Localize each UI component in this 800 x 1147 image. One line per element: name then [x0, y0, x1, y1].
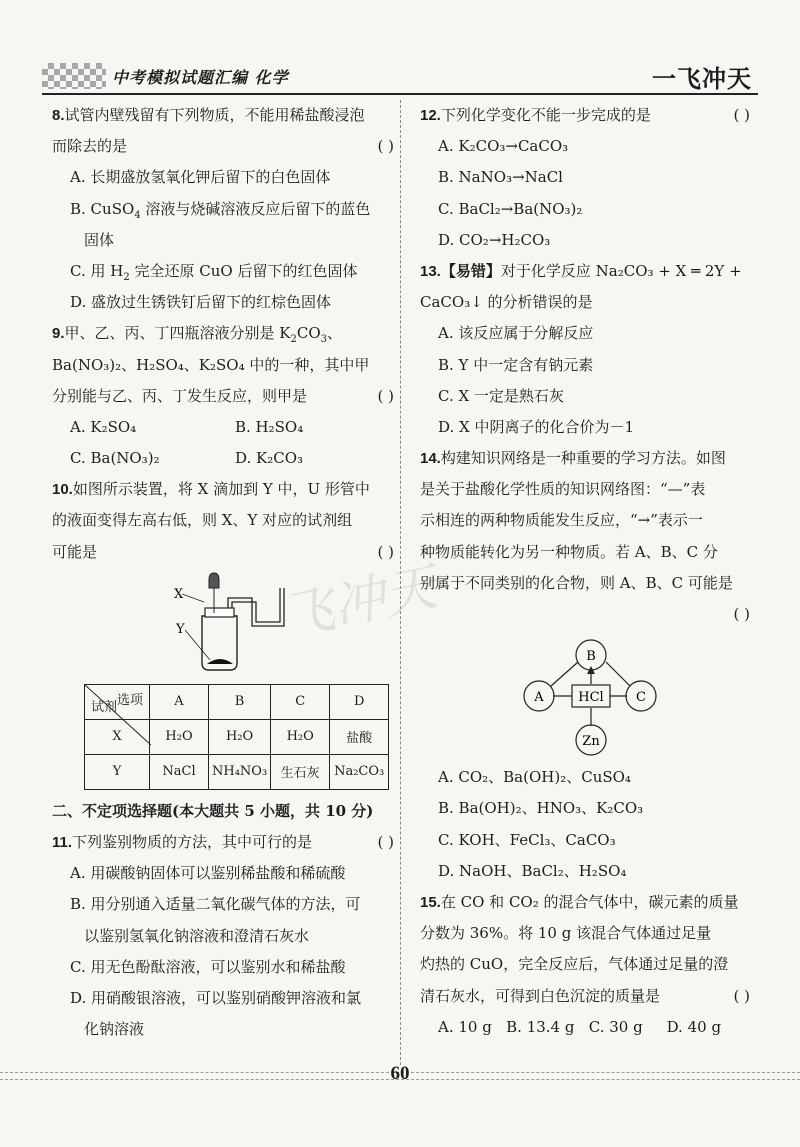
node-a: A: [534, 690, 544, 706]
option-a: A. CO₂、Ba(OH)₂、CuSO₄: [438, 768, 631, 787]
table-cell: H₂O: [271, 719, 330, 754]
option-c: C. BaCl₂→Ba(NO₃)₂: [438, 199, 583, 218]
question-10: 10.如图所示装置，将 X 滴加到 Y 中，U 形管中 的液面变得左高右低，则 X、Y 对应的试剂组 可能是 ( ) X Y 选项 试剂 A B C D X H₂O H₂O H₂O 盐酸 Y NaCl NH₄NO₃ 生石灰 Na₂CO₃: [52, 474, 394, 790]
watermark: 飞冲天: [276, 557, 442, 649]
label-x: X: [174, 586, 184, 602]
label-y: Y: [176, 621, 185, 637]
table-cell: 盐酸: [330, 719, 389, 754]
option-c: C. 用无色酚酞溶液，可以鉴别水和稀盐酸: [70, 957, 346, 976]
option-a: A. 长期盛放氢氧化钾后留下的白色固体: [70, 168, 331, 187]
question-text: 别属于不同类别的化合物，则 A、B、C 可能是: [420, 573, 733, 592]
option-a: A. 用碳酸钠固体可以鉴别稀盐酸和稀硫酸: [70, 864, 346, 883]
question-text: 种物质能转化为另一种物质。若 A、B、C 分: [420, 542, 718, 561]
option-c: C. 用 $H_2$ 完全还原 CuO 后留下的红色固体: [70, 261, 358, 283]
question-text: 清石灰水，可得到白色沉淀的质量是: [420, 986, 661, 1005]
option-c: C. KOH、FeCl₃、CaCO₃: [438, 830, 616, 849]
row-label: Y: [85, 754, 150, 789]
answer-paren: ( ): [377, 137, 394, 156]
question-number: 11.: [52, 834, 73, 851]
answer-paren: ( ): [377, 833, 394, 851]
table-row: [85, 754, 389, 789]
col-header: C: [271, 684, 330, 719]
question-8: [52, 100, 394, 318]
section-heading: 二、不定项选择题(本大题共 5 小题，共 10 分): [52, 801, 374, 820]
header-title: 中考模拟试题汇编 化学: [112, 68, 289, 87]
reagent-table: [84, 684, 389, 790]
option-b: B. 用分别通入适量二氧化碳气体的方法，可: [70, 895, 361, 914]
question-text: Ba(NO₃)₂、H₂SO₄、K₂SO₄ 中的一种，其中甲: [52, 355, 370, 374]
question-9: 9.甲、乙、丙、丁四瓶溶液分别是 $K_2CO_3$、 Ba(NO₃)₂、H₂SO₄、K₂SO₄ 中的一种，其中甲 分别能与乙、丙、丁发生反应，则甲是 ( ) A. K₂SO₄ B. H₂SO₄ C. Ba(NO₃)₂ D. K₂CO₃: [52, 318, 394, 474]
row-label: X: [85, 719, 150, 754]
question-number: 15.: [420, 893, 441, 911]
node-hcl: HCl: [578, 690, 604, 706]
question-number: 14.: [420, 450, 441, 468]
header-rule: [42, 93, 758, 95]
node-zn: Zn: [582, 734, 600, 750]
option-c: C. Ba(NO₃)₂: [70, 449, 160, 468]
question-text: 而除去的是: [52, 137, 128, 156]
table-cell: 生石灰: [271, 754, 330, 789]
table-cell: NaCl: [150, 754, 209, 789]
option-a: A. 10 g: [438, 1017, 492, 1036]
answer-paren: ( ): [733, 605, 750, 623]
table-cell: NH₄NO₃: [209, 754, 271, 789]
question-number: 12.: [420, 107, 441, 124]
question-11: 11.下列鉴别物质的方法，其中可行的是 ( ) A. 用碳酸钠固体可以鉴别稀盐酸和稀硫酸 B. 用分别通入适量二氧化碳气体的方法，可 以鉴别氢氧化钠溶液和澄清石灰水 C. 用无色酚酞溶液，可以鉴别水和稀盐酸 D. 用硝酸银溶液，可以鉴别硝酸钾溶液和氯 化钠溶液: [52, 827, 394, 1045]
option-d: D. X 中阴离子的化合价为－1: [438, 417, 635, 436]
node-c: C: [636, 690, 646, 706]
question-14: 14.构建知识网络是一种重要的学习方法。如图 是关于盐酸化学性质的知识网络图：“—”表 示相连的两种物质能发生反应，“→”表示一 种物质能转化为另一种物质。若 A、B、C 分 别属于不同类别的化合物，则 A、B、C 可能是 ( ) A B C HCl Zn A. CO₂、Ba(OH)₂、CuSO₄ B. Ba(OH)₂、HNO₃、K₂CO₃ C. KOH、FeCl₃、CaCO₃ D. NaOH、BaCl₂、H₂SO₄: [420, 443, 750, 887]
options-row: [420, 1012, 750, 1043]
knowledge-network-diagram: [420, 630, 750, 762]
tag-error-prone: 【易错】: [440, 261, 501, 280]
option-b: B. 13.4 g: [506, 1017, 575, 1036]
option-a: A. 该反应属于分解反应: [438, 324, 594, 343]
option-b: B. NaNO₃→NaCl: [438, 168, 563, 187]
page-number: 60: [390, 1063, 410, 1084]
network-drawing: [420, 630, 750, 762]
option-d: D. 用硝酸银溶液，可以鉴别硝酸钾溶液和氯: [70, 988, 362, 1007]
answer-paren: ( ): [733, 106, 750, 124]
header-checker-decoration: [42, 63, 106, 89]
answer-paren: ( ): [377, 542, 394, 561]
question-text: 可能是: [52, 542, 98, 561]
table-cell: H₂O: [150, 719, 209, 754]
node-b: B: [586, 649, 596, 665]
option-a: A. K₂SO₄: [70, 417, 137, 436]
question-text: 灼热的 CuO，完全反应后，气体通过足量的澄: [420, 955, 729, 974]
question-number: 9.: [52, 325, 65, 343]
table-header-diagonal: 选项 试剂: [85, 684, 150, 719]
question-text: 的液面变得左高右低，则 X、Y 对应的试剂组: [52, 511, 353, 530]
table-cell: H₂O: [209, 719, 271, 754]
page-header: [0, 55, 800, 95]
apparatus-drawing: [52, 568, 394, 678]
question-number: 8.: [52, 107, 65, 124]
col-header: A: [150, 684, 209, 719]
option-a: A. K₂CO₃→CaCO₃: [438, 137, 569, 156]
option-d: D. NaOH、BaCl₂、H₂SO₄: [438, 861, 627, 880]
answer-paren: ( ): [377, 386, 394, 405]
question-15: 15.在 CO 和 CO₂ 的混合气体中，碳元素的质量 分数为 36%。将 10 g 该混合气体通过足量 灼热的 CuO，完全反应后，气体通过足量的澄 清石灰水，可得到白色沉淀的质量是 ( ) A. 10 g B. 13.4 g C. 30 g D. 40 g: [420, 887, 750, 1043]
option-d-continued: 化钠溶液: [84, 1020, 145, 1039]
col-header: D: [330, 684, 389, 719]
table-cell: Na₂CO₃: [330, 754, 389, 789]
option-b-continued: 固体: [84, 230, 115, 249]
question-text: CaCO₃↓ 的分析错误的是: [420, 293, 593, 312]
option-b-continued: 以鉴别氢氧化钠溶液和澄清石灰水: [84, 926, 310, 945]
option-c: C. 30 g: [588, 1017, 643, 1036]
question-number: 13.: [420, 262, 441, 280]
left-column: [52, 100, 394, 1045]
header-brand: 一飞冲天: [652, 64, 752, 93]
option-d: D. CO₂→H₂CO₃: [438, 230, 551, 249]
col-header: B: [209, 684, 271, 719]
question-text: 分别能与乙、丙、丁发生反应，则甲是: [52, 386, 308, 405]
option-d: D. 盛放过生锈铁钉后留下的红棕色固体: [70, 293, 332, 312]
question-text: 示相连的两种物质能发生反应，“→”表示一: [420, 511, 703, 530]
option-b: B. CuSO$_4$ 溶液与烧碱溶液反应后留下的蓝色: [70, 199, 371, 221]
question-number: 10.: [52, 481, 73, 499]
option-b: B. Y 中一定含有钠元素: [438, 355, 594, 374]
column-divider: [400, 100, 401, 1065]
right-column: [420, 100, 750, 1043]
question-text: 分数为 36%。将 10 g 该混合气体通过足量: [420, 924, 712, 943]
question-12: 12.下列化学变化不能一步完成的是 ( ) A. K₂CO₃→CaCO₃ B. NaNO₃→NaCl C. BaCl₂→Ba(NO₃)₂ D. CO₂→H₂CO₃: [420, 100, 750, 256]
apparatus-figure: [52, 568, 394, 678]
option-b: B. Ba(OH)₂、HNO₃、K₂CO₃: [438, 799, 644, 818]
question-13: 13.【易错】对于化学反应 Na₂CO₃ + X ═ 2Y + CaCO₃↓ 的分析错误的是 A. 该反应属于分解反应 B. Y 中一定含有钠元素 C. X 一定是熟石灰 D. X 中阴离子的化合价为－1: [420, 256, 750, 443]
option-c: C. X 一定是熟石灰: [438, 386, 564, 405]
question-text: 试管内壁残留有下列物质，不能用稀盐酸浸泡: [64, 106, 365, 124]
option-b: B. H₂SO₄: [235, 417, 304, 436]
answer-paren: ( ): [733, 986, 750, 1005]
option-d: D. 40 g: [666, 1017, 722, 1036]
option-d: D. K₂CO₃: [235, 449, 304, 468]
question-text: 是关于盐酸化学性质的知识网络图：“—”表: [420, 480, 706, 499]
